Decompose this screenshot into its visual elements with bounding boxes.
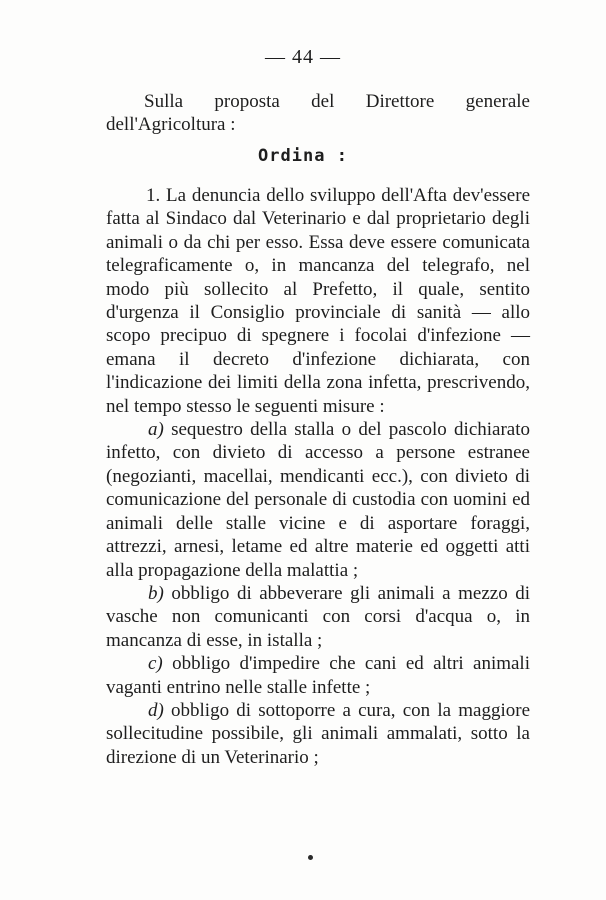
- footer-dot-mark: [308, 855, 313, 860]
- page-number: — 44 —: [265, 46, 341, 68]
- list-item: [106, 652, 530, 699]
- item-text: obbligo di abbeverare gli animali a mezzo di vasche non comunicanti con corsi d'acqua o, in mancanza di esse, in istalla ;: [106, 582, 530, 651]
- article-text: La denuncia dello sviluppo dell'Afta dev'essere fatta al Sindaco dal Veterinario e dal proprietario degli animali o da chi per esso. Essa deve essere comunicata telegraficamente o, in mancanza del telegrafo, nel modo più sollecito al Prefetto, il quale, sentito d'urgenza il Consiglio provinciale di sanità — allo scopo precipuo di spegnere i focolai d'infezione — emana il decreto d'infezione dichiarata, con l'indicazione dei limiti della zona infetta, prescrivendo, nel tempo stesso le seguenti misure :: [106, 185, 530, 417]
- item-text: obbligo d'impedire che cani ed altri animali vaganti entrino nelle stalle infette ;: [106, 653, 530, 698]
- intro-block: [106, 90, 530, 137]
- intro-paragraph: Sulla proposta del Direttore generale dell'Agricoltura :: [106, 91, 530, 136]
- item-letter: d): [148, 699, 164, 721]
- list-item: [106, 418, 530, 582]
- list-item: [106, 582, 530, 652]
- section-heading: Ordina :: [258, 146, 348, 166]
- list-item: [106, 699, 530, 769]
- article-body: [106, 184, 530, 769]
- item-text: obbligo di sottoporre a cura, con la maggiore sollecitudine possibile, gli animali ammalati, sotto la direzione di un Veterinario ;: [106, 699, 531, 768]
- article-number: 1.: [146, 185, 161, 206]
- item-text: sequestro della stalla o del pascolo dichiarato infetto, con divieto di accesso a persone estranee (negozianti, macellai, mendicanti ecc.), con divieto di comunicazione del personale di custodia con uomini ed animali delle stalle vicine e di asportare foraggi, attrezzi, arnesi, letame ed altre materie ed oggetti atti alla propagazione della malattia ;: [106, 419, 531, 581]
- article-paragraph: [106, 184, 530, 418]
- item-letter: a): [148, 419, 164, 441]
- item-letter: c): [148, 653, 163, 675]
- item-letter: b): [148, 582, 164, 604]
